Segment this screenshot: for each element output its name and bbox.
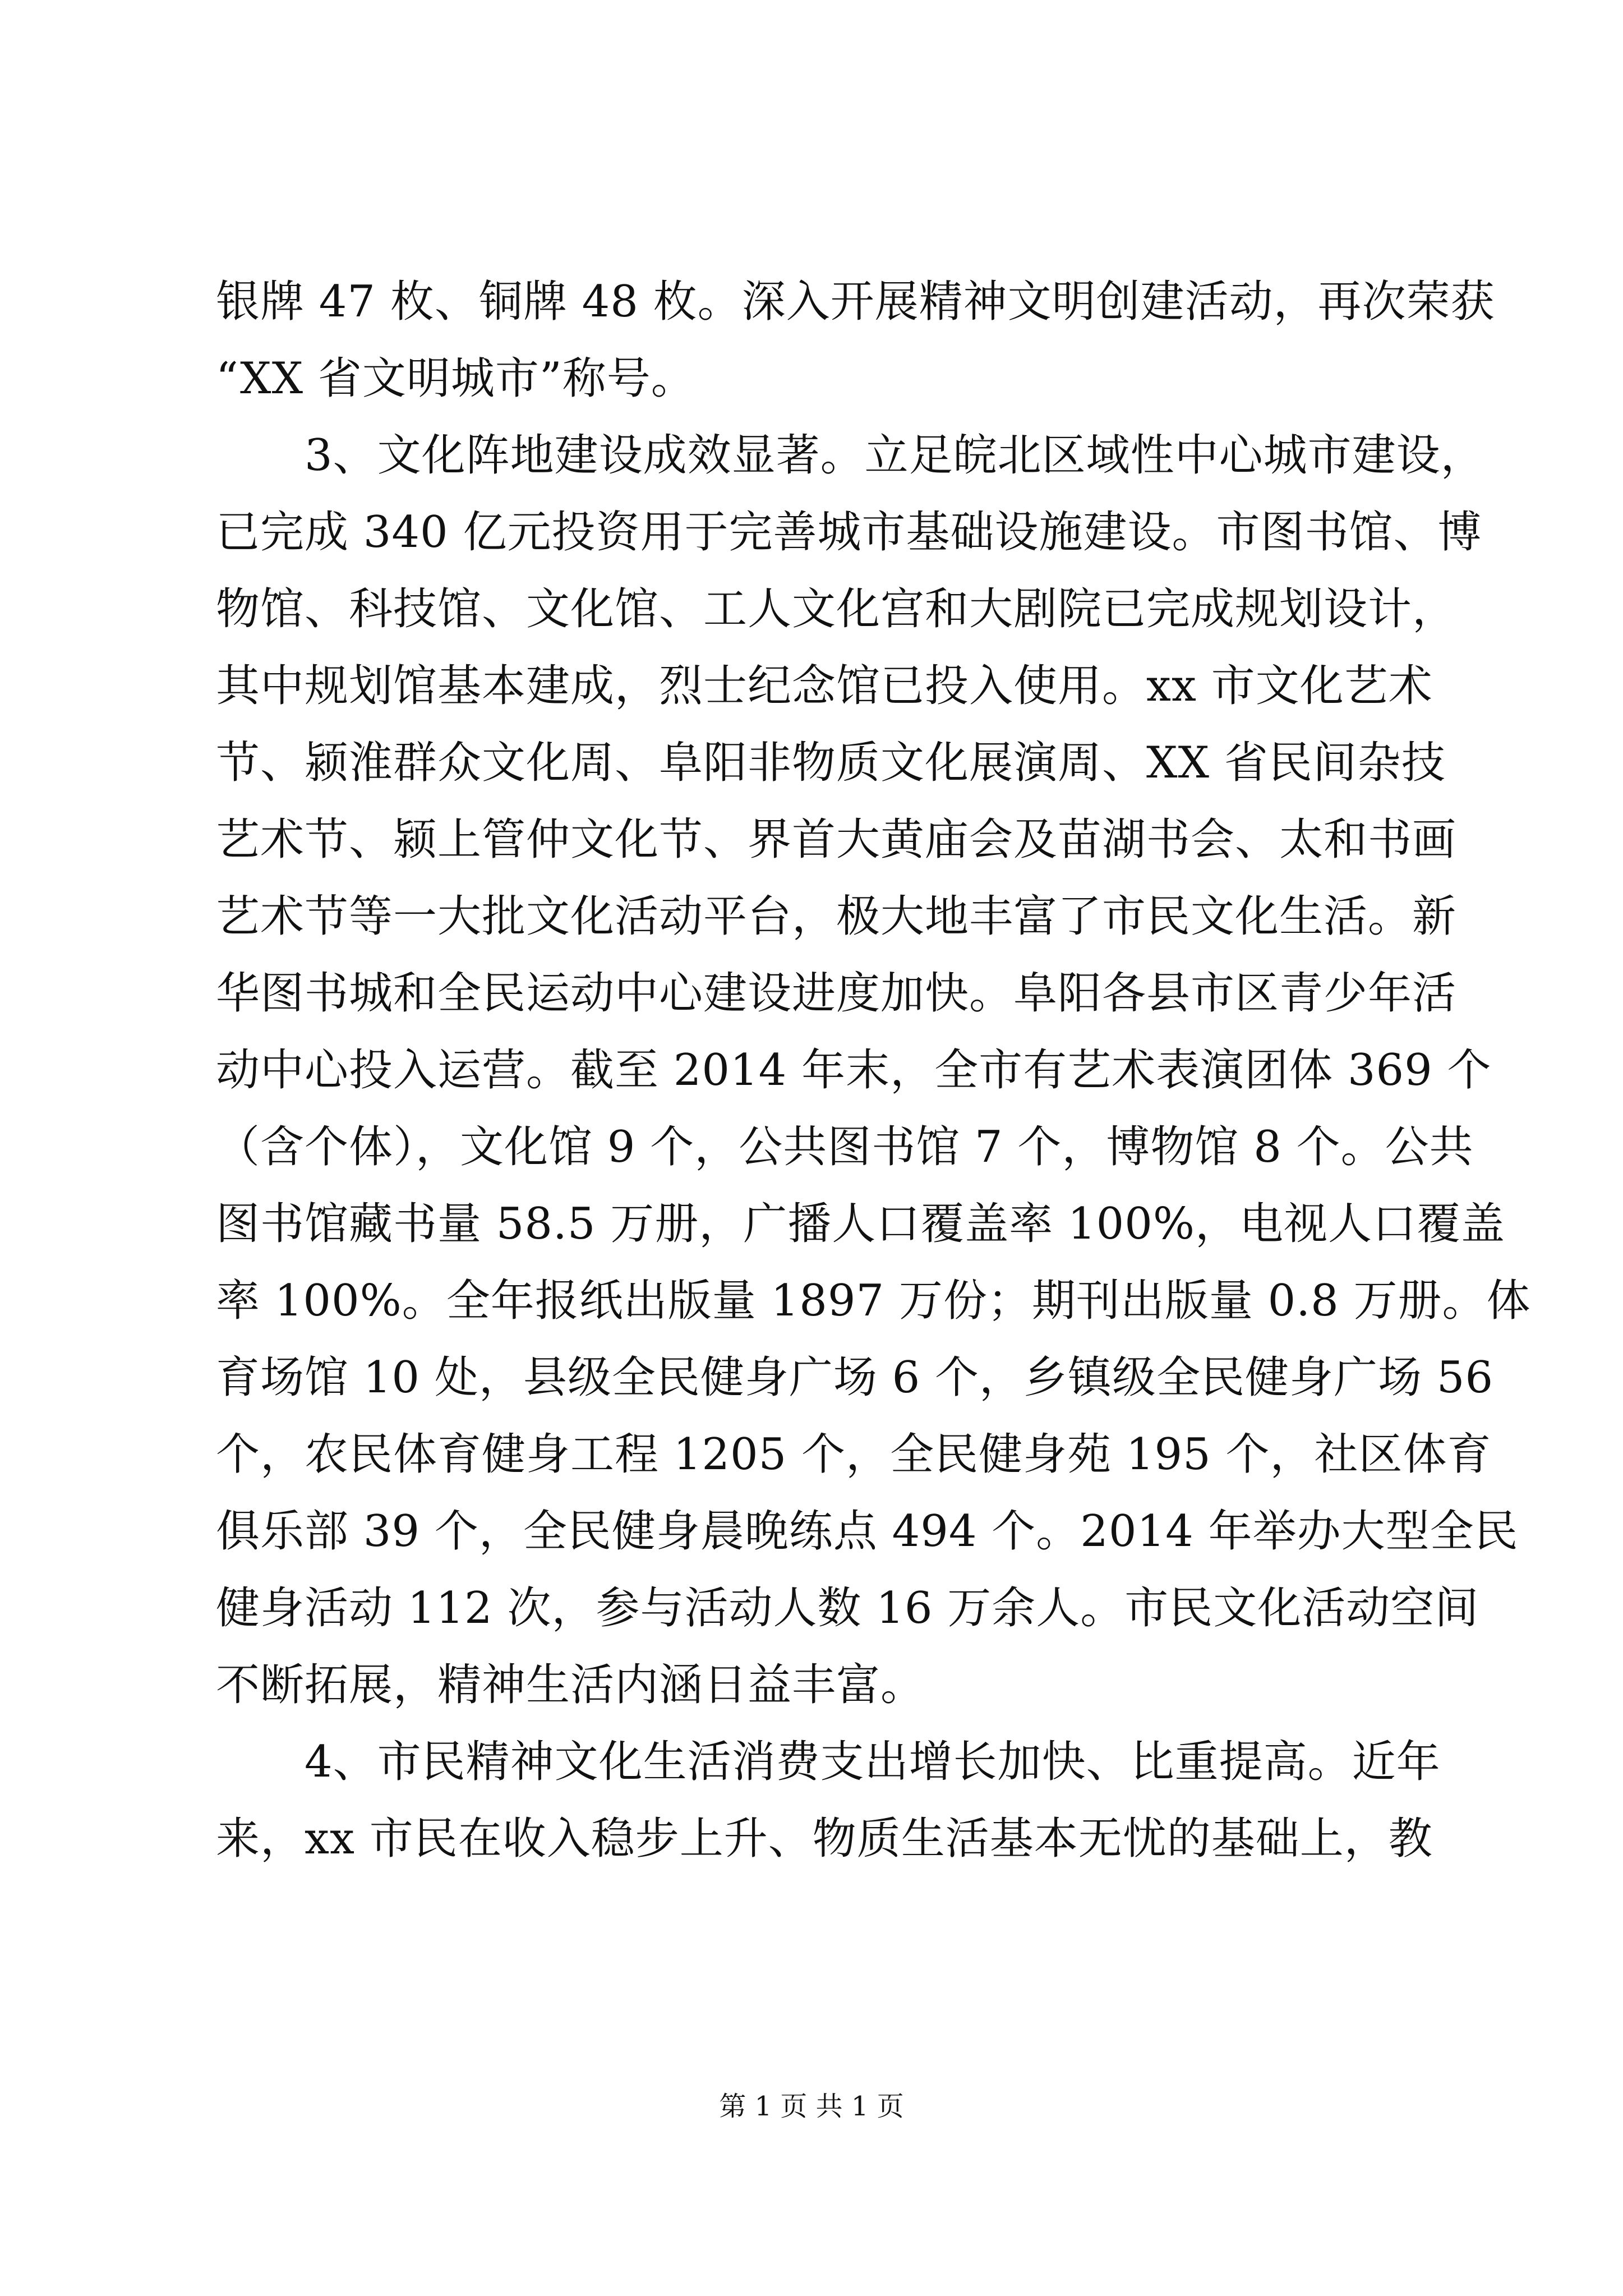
text-line-17: 俱乐部 39 个，全民健身晨晚练点 494 个。2014 年举办大型全民: [216, 1506, 1519, 1557]
text-line-13: 图书馆藏书量 58.5 万册，广播人口覆盖率 100%，电视人口覆盖: [216, 1199, 1506, 1249]
text-line-6: 其中规划馆基本建成，烈士纪念馆已投入使用。xx 市文化艺术: [216, 661, 1433, 711]
text-line-14: 率 100%。全年报纸出版量 1897 万份；期刊出版量 0.8 万册。体: [216, 1276, 1531, 1326]
text-line-5: 物馆、科技馆、文化馆、工人文化宫和大剧院已完成规划设计，: [216, 584, 1457, 634]
text-line-3: 3、文化阵地建设成效显著。立足皖北区域性中心城市建设，: [216, 430, 1485, 481]
page-footer: 第 1 页 共 1 页: [719, 2091, 904, 2122]
text-line-2: “XX 省文明城市”称号。: [216, 353, 695, 404]
text-line-11: 动中心投入运营。截至 2014 年末，全市有艺术表演团体 369 个: [216, 1045, 1492, 1096]
document-body: [216, 264, 1531, 1878]
text-line-8: 艺术节、颍上管仲文化节、界首大黄庙会及苗湖书会、太和书画: [216, 815, 1457, 865]
text-line-10: 华图书城和全民运动中心建设进度加快。阜阳各县市区青少年活: [216, 968, 1457, 1019]
text-line-20: 4、市民精神文化生活消费支出增长加快、比重提高。近年: [216, 1737, 1441, 1787]
text-line-12: （含个体），文化馆 9 个，公共图书馆 7 个，博物馆 8 个。公共: [216, 1122, 1474, 1172]
text-line-1: 银牌 47 枚、铜牌 48 枚。深入开展精神文明创建活动，再次荣获: [216, 277, 1495, 327]
text-line-15: 育场馆 10 处，县级全民健身广场 6 个，乡镇级全民健身广场 56: [216, 1352, 1494, 1403]
text-line-16: 个，农民体育健身工程 1205 个，全民健身苑 195 个，社区体育: [216, 1429, 1492, 1480]
text-line-4: 已完成 340 亿元投资用于完善城市基础设施建设。市图书馆、博: [216, 507, 1482, 558]
text-line-18: 健身活动 112 次，参与活动人数 16 万余人。市民文化活动空间: [216, 1583, 1479, 1634]
text-line-21: 来，xx 市民在收入稳步上升、物质生活基本无忧的基础上，教: [216, 1814, 1433, 1864]
text-line-9: 艺术节等一大批文化活动平台，极大地丰富了市民文化生活。新: [216, 891, 1457, 942]
text-line-19: 不断拓展，精神生活内涵日益丰富。: [216, 1660, 925, 1710]
text-line-7: 节、颍淮群众文化周、阜阳非物质文化展演周、XX 省民间杂技: [216, 738, 1446, 788]
